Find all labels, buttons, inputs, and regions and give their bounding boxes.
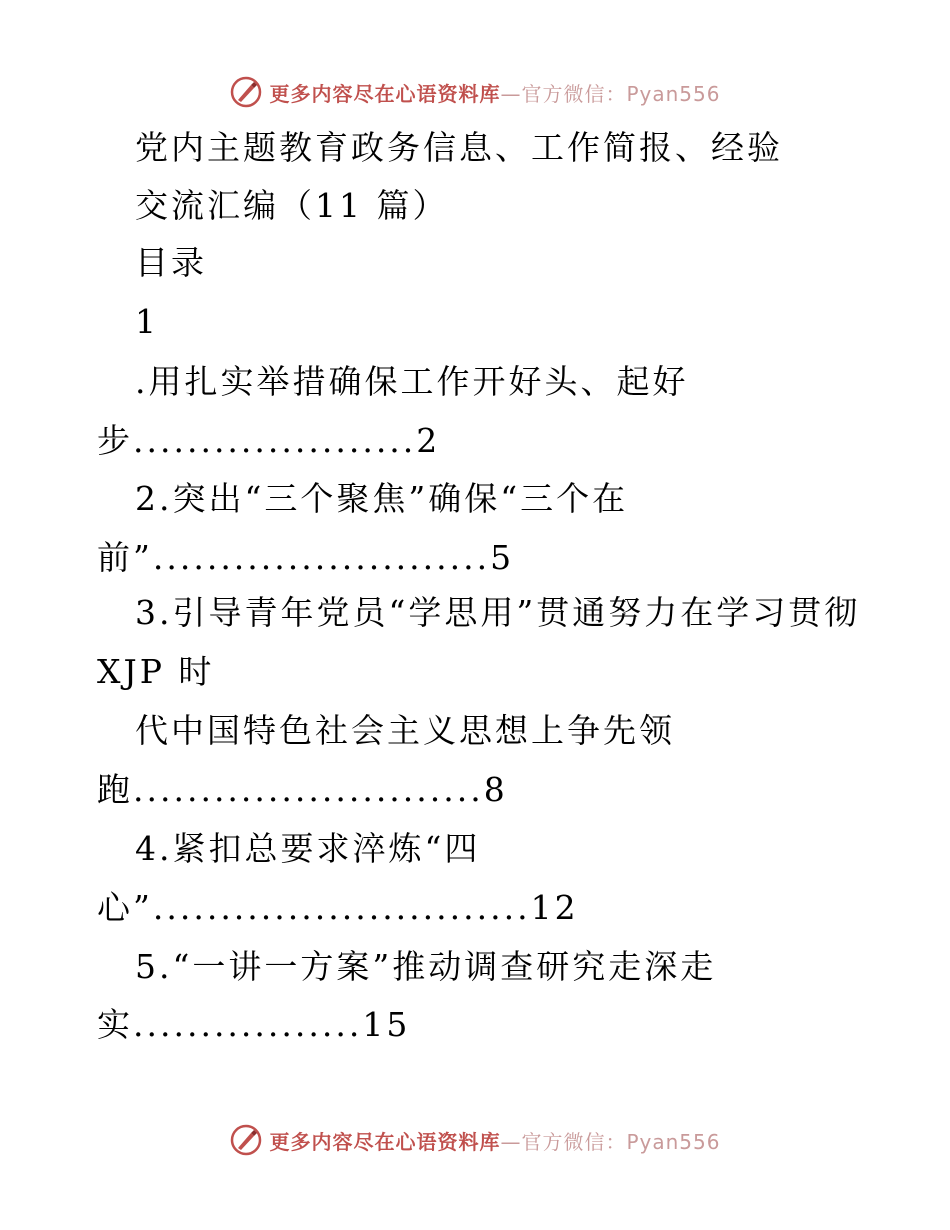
toc-line: 1 bbox=[135, 302, 159, 341]
toc-line: 跑..........................8 bbox=[97, 770, 508, 809]
toc-line: 4.紧扣总要求淬炼“四 bbox=[135, 829, 481, 868]
watermark-text bbox=[269, 78, 720, 107]
toc-line: .用扎实举措确保工作开好头、起好 bbox=[135, 362, 689, 401]
toc-line: 步.....................2 bbox=[97, 421, 441, 460]
watermark-brand: 更多内容尽在心语资料库 bbox=[269, 1129, 501, 1154]
footer-watermark bbox=[0, 1120, 950, 1160]
doc-title-line2: 交流汇编（11 篇） bbox=[135, 186, 449, 225]
toc-line: 3.引导青年党员“学思用”贯通努力在学习贯彻 bbox=[135, 593, 861, 632]
watermark-brand: 更多内容尽在心语资料库 bbox=[269, 81, 501, 106]
header-watermark bbox=[0, 72, 950, 112]
toc-heading: 目录 bbox=[135, 243, 207, 282]
watermark-separator: — bbox=[500, 81, 522, 106]
doc-title-line1: 党内主题教育政务信息、工作简报、经验 bbox=[135, 128, 783, 167]
toc-line: 前”.........................5 bbox=[97, 538, 515, 577]
toc-line: XJP 时 bbox=[97, 652, 215, 691]
watermark-contact: 官方微信：Pyan556 bbox=[521, 1129, 721, 1154]
toc-line: 代中国特色社会主义思想上争先领 bbox=[135, 711, 675, 750]
pen-logo-icon bbox=[229, 75, 263, 109]
watermark-contact: 官方微信：Pyan556 bbox=[521, 81, 721, 106]
watermark-text bbox=[269, 1126, 720, 1155]
toc-line: 5.“一讲一方案”推动调查研究走深走 bbox=[135, 947, 717, 986]
toc-line: 实.................15 bbox=[97, 1005, 411, 1044]
watermark-separator: — bbox=[500, 1129, 522, 1154]
pen-logo-icon bbox=[229, 1123, 263, 1157]
toc-line: 2.突出“三个聚焦”确保“三个在 bbox=[135, 479, 629, 518]
toc-line: 心”............................12 bbox=[97, 888, 579, 927]
